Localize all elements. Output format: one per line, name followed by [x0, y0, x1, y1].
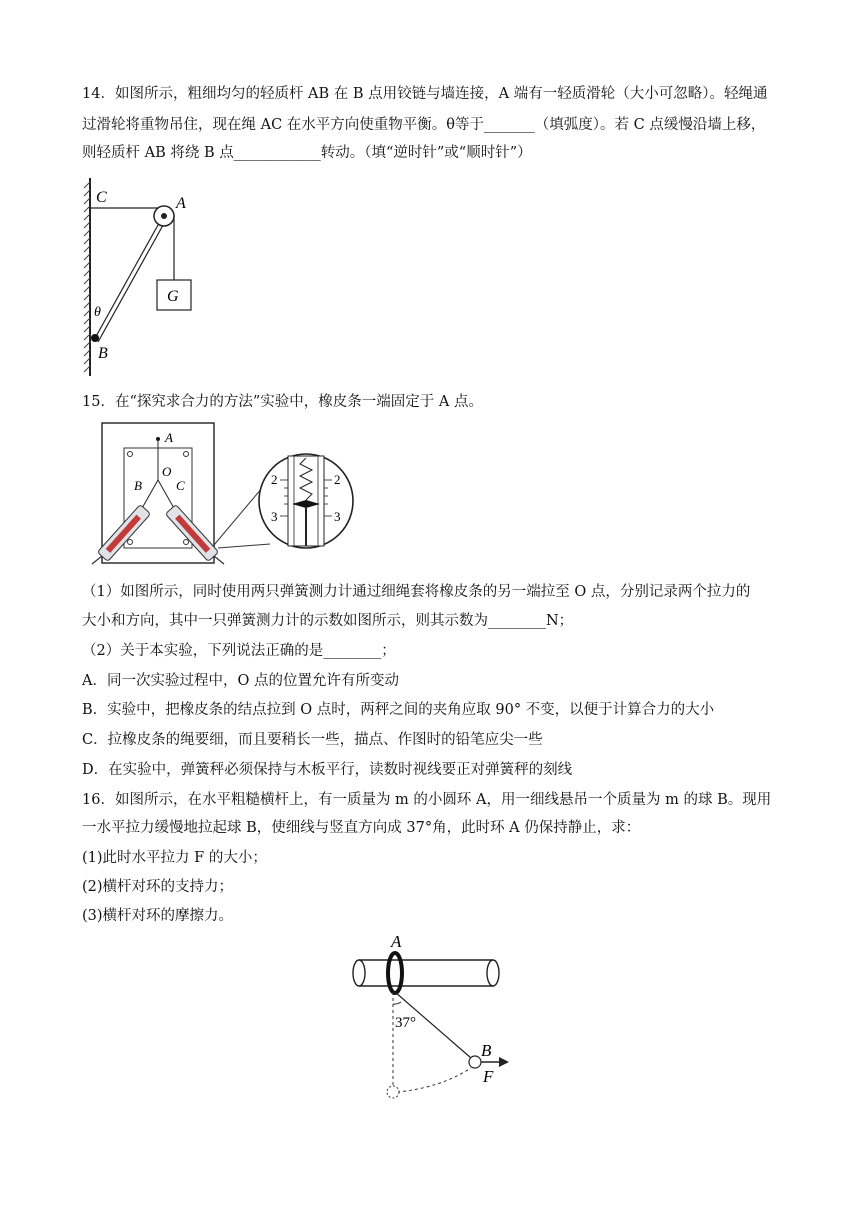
q15-tick-2-right: 2 [334, 472, 341, 487]
q15-label-b: B [134, 478, 142, 493]
q15-label-o: O [162, 464, 172, 479]
q15-tick-3-left: 3 [271, 509, 278, 524]
q15-option-d: D．在实验中，弹簧秤必须保持与木板平行，读数时视线要正对弹簧秤的刻线 [82, 762, 573, 778]
q14-line-3: 则轻质杆 AB 将绕 B 点____________转动。（填“逆时针”或“顺时针”） [82, 145, 532, 161]
q14-label-c: C [96, 189, 107, 206]
q16-line-2: 一水平拉力缓慢地拉起球 B，使细线与竖直方向成 37°角，此时环 A 仍保持静止，求： [82, 820, 641, 836]
q15-tick-3-right: 3 [334, 509, 341, 524]
q15-figure [84, 418, 374, 570]
q16-label-b: B [481, 1041, 492, 1060]
q14-label-a: A [176, 195, 186, 212]
q16-sub-2: (2)横杆对环的支持力； [82, 879, 234, 895]
q16-label-f: F [483, 1067, 494, 1086]
q14-line-2: 过滑轮将重物吊住，现在绳 AC 在水平方向使重物平衡。θ等于_______（填弧度）。若 C 点缓慢沿墙上移， [82, 117, 766, 133]
q16-line-1: 16．如图所示，在水平粗糙横杆上，有一质量为 m 的小圆环 A，用一细线悬吊一个质量为 m 的球 B。现用 [82, 792, 772, 808]
q15-part-1-line-2: 大小和方向，其中一只弹簧测力计的示数如图所示，则其示数为________N； [82, 613, 574, 629]
q15-option-a: A．同一次实验过程中，O 点的位置允许有所变动 [82, 673, 399, 689]
q14-label-theta: θ [94, 305, 101, 320]
q16-figure [345, 930, 515, 1105]
q14-label-g: G [167, 288, 179, 305]
q16-sub-1: (1)此时水平拉力 F 的大小； [82, 850, 267, 866]
q15-intro: 15．在“探究求合力的方法”实验中，橡皮条一端固定于 A 点。 [82, 394, 483, 410]
q16-label-a: A [391, 932, 402, 951]
q15-option-c: C．拉橡皮条的绳要细，而且要稍长一些，描点、作图时的铅笔应尖一些 [82, 732, 543, 748]
q16-angle-label: 37° [395, 1015, 416, 1031]
q15-tick-2-left: 2 [271, 472, 278, 487]
q14-line-1: 14．如图所示，粗细均匀的轻质杆 AB 在 B 点用铰链与墙连接，A 端有一轻质滑轮（大小可忽略）。轻绳通 [82, 86, 768, 102]
q15-label-c: C [176, 478, 185, 493]
q15-part-2: （2）关于本实验，下列说法正确的是________； [82, 643, 396, 659]
q15-option-b: B．实验中，把橡皮条的结点拉到 O 点时，两秤之间的夹角应取 90° 不变，以便于计算合力的大小 [82, 702, 715, 718]
q14-label-b: B [98, 345, 108, 362]
q15-label-a: A [165, 430, 173, 445]
q16-sub-3: (3)横杆对环的摩擦力。 [82, 908, 234, 924]
q14-figure [80, 172, 220, 382]
q15-part-1-line-1: （1）如图所示，同时使用两只弹簧测力计通过细绳套将橡皮条的另一端拉至 O 点，分别记录两个拉力的 [82, 584, 751, 600]
